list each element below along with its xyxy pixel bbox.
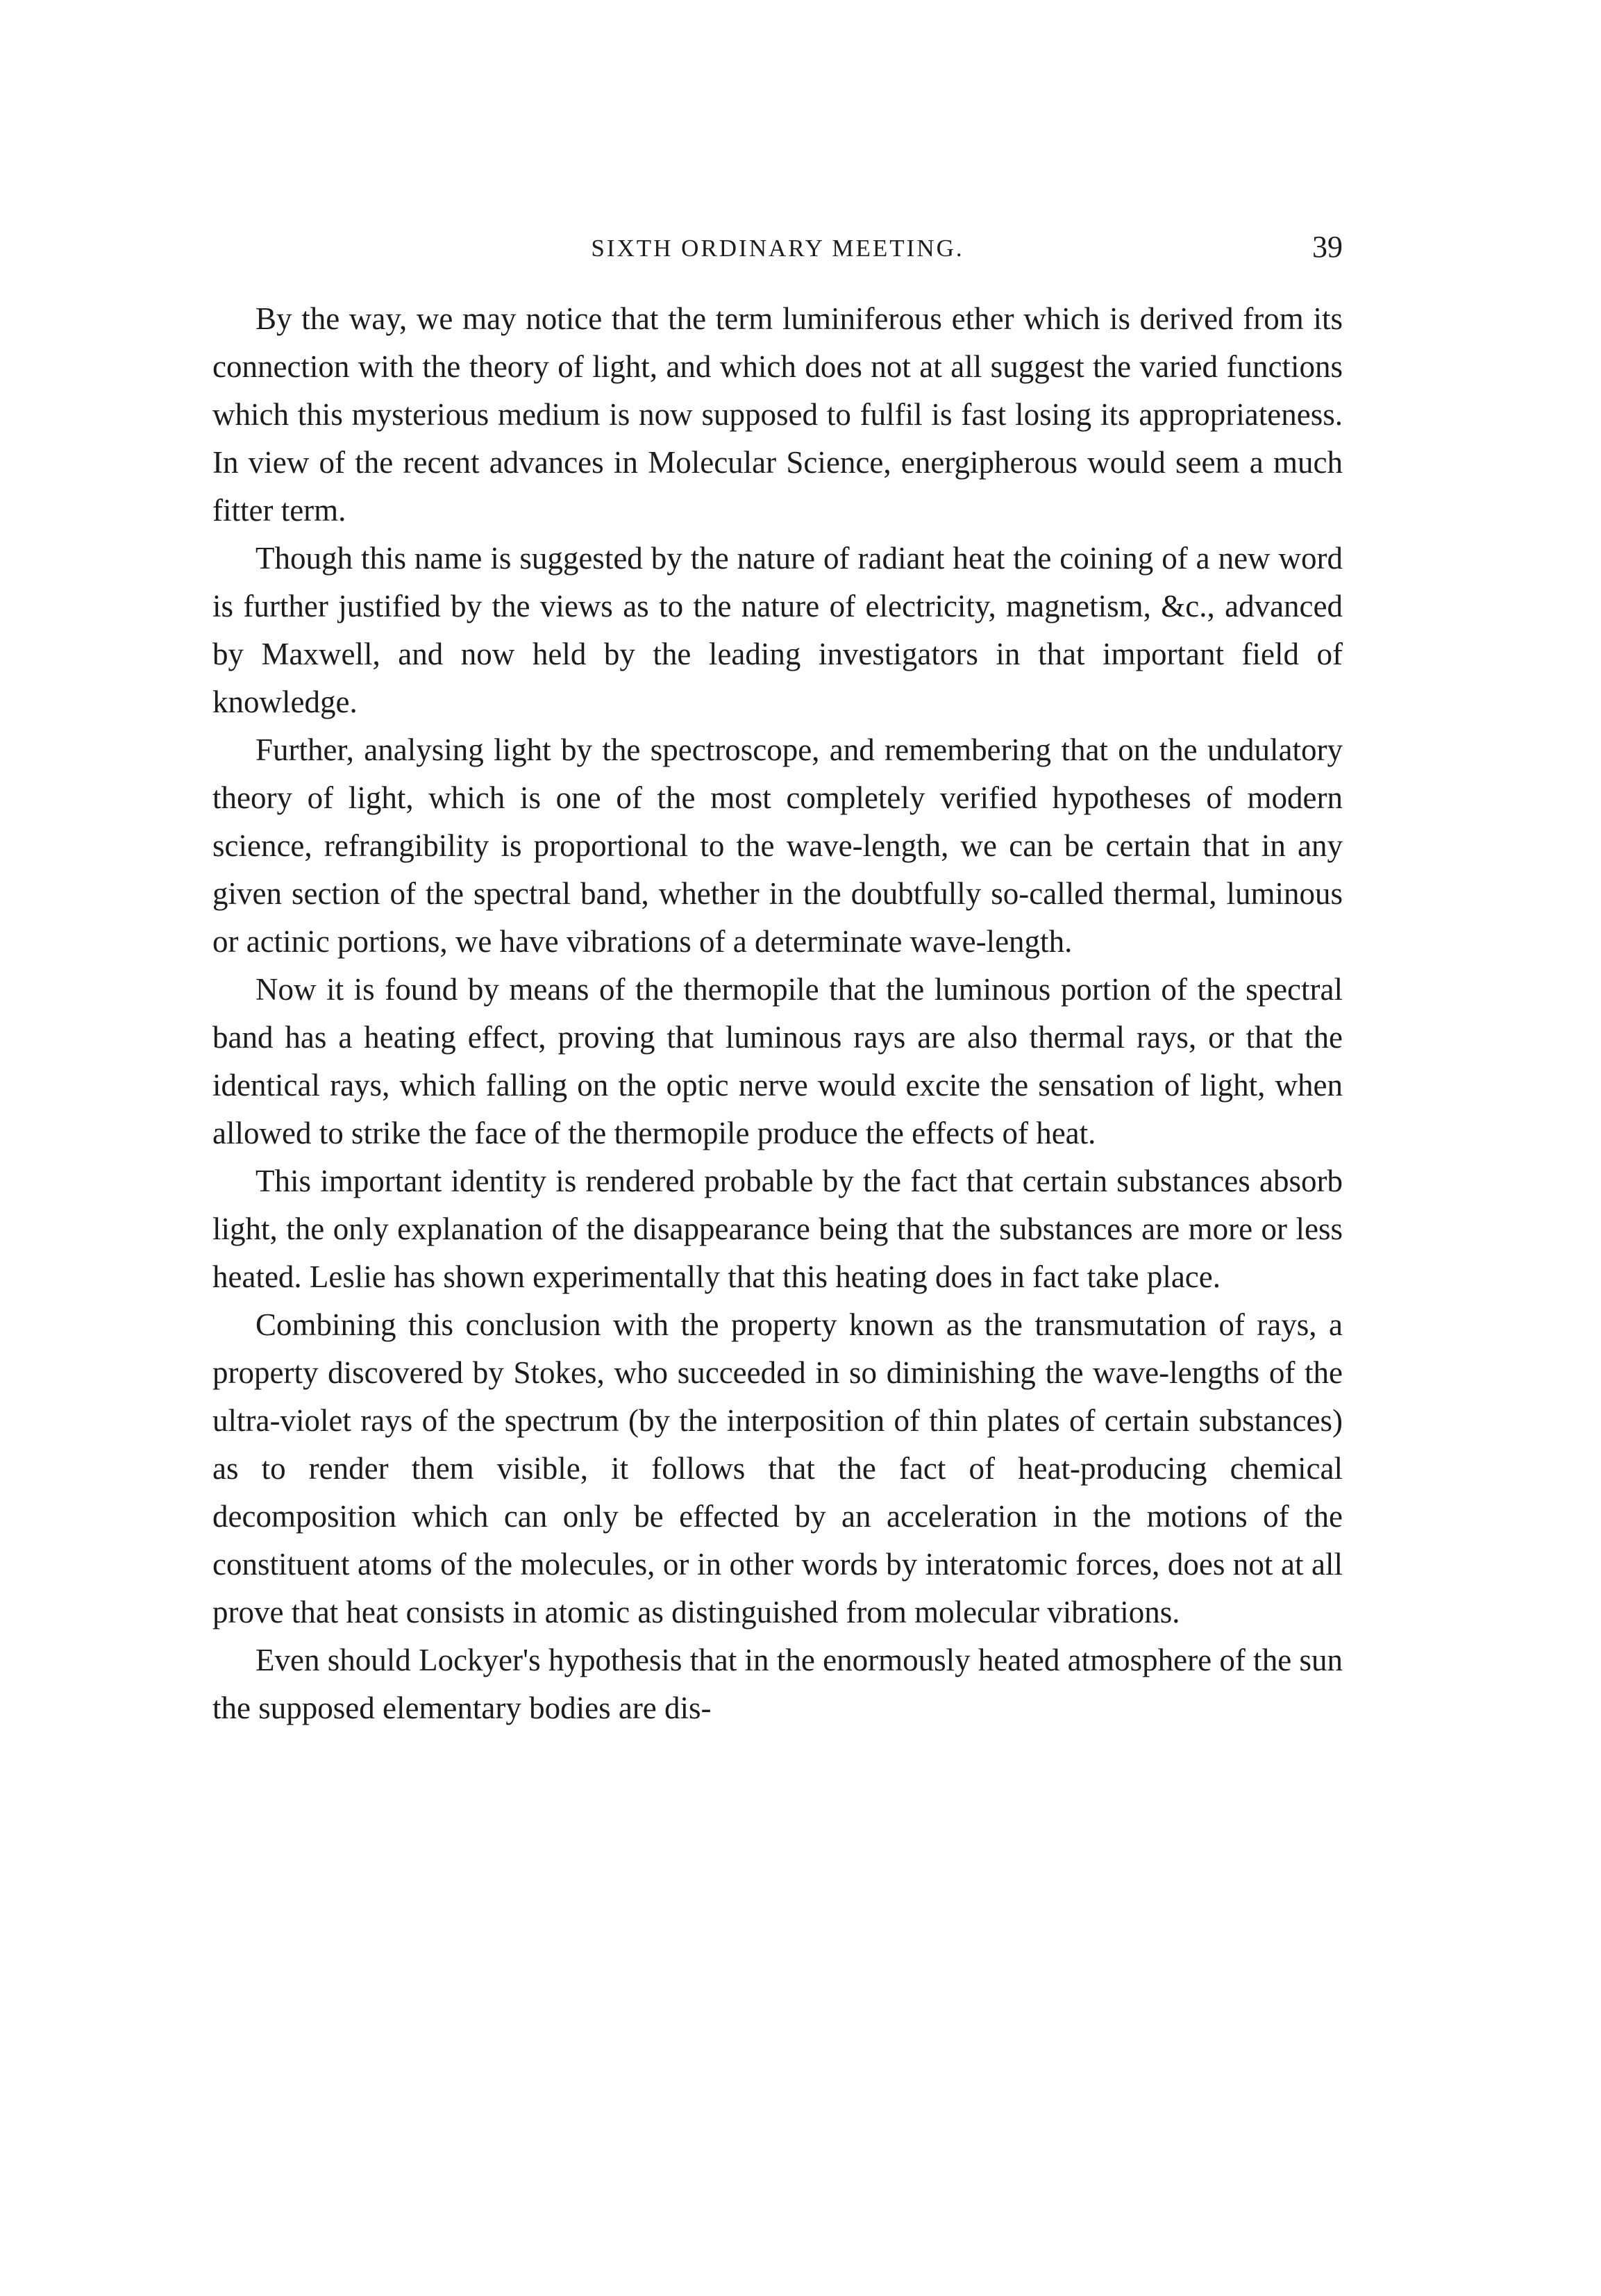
paragraph: Further, analysing light by the spectroscope, and remembering that on the undulatory theory of light, which is one of the most completely verified hypotheses of modern science, refrangibility is proportional to the wave-length, we can be certain that in any given section of the spectral band, whether in the doubtfully so-called thermal, luminous or actinic portions, we have vibrations of a determinate wave-length.: [212, 732, 1343, 959]
running-title: SIXTH ORDINARY MEETING.: [591, 235, 964, 262]
paragraph: Combining this conclusion with the property known as the transmutation of rays, a property discovered by Stokes, who succeeded in so diminishing the wave-lengths of the ultra-violet rays of the spectrum (by the interposition of thin plates of certain substances) as to render them visible, it follows that the fact of heat-producing chemical decomposition which can only be effected by an acceleration in the motions of the constituent atoms of the molecules, or in other words by interatomic forces, does not at all prove that heat consists in atomic as distinguished from molecular vibrations.: [212, 1307, 1343, 1629]
page-number: 39: [1312, 230, 1343, 264]
paragraph: Even should Lockyer's hypothesis that in the enormously heated atmosphere of the sun the supposed elementary bodies are dis-: [212, 1643, 1343, 1725]
paragraph: Though this name is suggested by the nature of radiant heat the coining of a new word is further justified by the views as to the nature of electricity, magnetism, &c., advanced by Maxwell, and now held by the leading investigators in that important field of knowledge.: [212, 541, 1343, 719]
paragraph: This important identity is rendered probable by the fact that certain substances absorb light, the only explanation of the disappearance being that the substances are more or less heated. Leslie has shown experimentally that this heating does in fact take place.: [212, 1164, 1343, 1294]
paragraph: Now it is found by means of the thermopile that the luminous portion of the spectral band has a heating effect, proving that luminous rays are also thermal rays, or that the identical rays, which falling on the optic nerve would excite the sensation of light, when allowed to strike the face of the thermopile produce the effects of heat.: [212, 972, 1343, 1150]
running-head: [212, 229, 1343, 271]
body-text: [212, 295, 1343, 1732]
paragraph: By the way, we may notice that the term luminiferous ether which is derived from its connection with the theory of light, and which does not at all suggest the varied functions which this mysterious medium is now supposed to fulfil is fast losing its appropriateness. In view of the recent advances in Molecular Science, energipherous would seem a much fitter term.: [212, 301, 1343, 528]
